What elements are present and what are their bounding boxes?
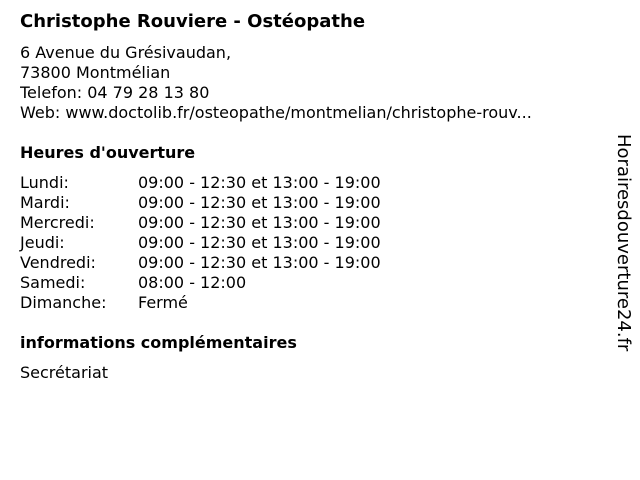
page-title: Christophe Rouviere - Ostéopathe xyxy=(20,11,366,32)
address-block xyxy=(20,43,600,123)
day-label: Lundi: xyxy=(20,173,69,192)
phone-line: Telefon: 04 79 28 13 80 xyxy=(20,83,210,102)
opening-hours-list xyxy=(20,173,600,313)
hours-row-thursday xyxy=(20,233,600,253)
hours-value: 09:00 - 12:30 et 13:00 - 19:00 xyxy=(138,213,381,232)
day-label: Dimanche: xyxy=(20,293,107,312)
site-watermark: Horairesdouverture24.fr xyxy=(613,134,634,352)
website-line: Web: www.doctolib.fr/osteopathe/montmelian/christophe-rouv... xyxy=(20,103,532,122)
hours-row-wednesday xyxy=(20,213,600,233)
day-label: Vendredi: xyxy=(20,253,96,272)
hours-value: 09:00 - 12:30 et 13:00 - 19:00 xyxy=(138,253,381,272)
address-city: 73800 Montmélian xyxy=(20,63,171,82)
day-label: Mardi: xyxy=(20,193,70,212)
opening-hours-heading: Heures d'ouverture xyxy=(20,143,196,162)
hours-row-monday xyxy=(20,173,600,193)
address-street: 6 Avenue du Grésivaudan, xyxy=(20,43,232,62)
day-label: Samedi: xyxy=(20,273,86,292)
hours-row-friday xyxy=(20,253,600,273)
business-card xyxy=(20,10,600,383)
hours-value: 09:00 - 12:30 et 13:00 - 19:00 xyxy=(138,193,381,212)
day-label: Mercredi: xyxy=(20,213,95,232)
hours-value: 09:00 - 12:30 et 13:00 - 19:00 xyxy=(138,233,381,252)
hours-row-tuesday xyxy=(20,193,600,213)
additional-info-text: Secrétariat xyxy=(20,363,109,382)
hours-value: 09:00 - 12:30 et 13:00 - 19:00 xyxy=(138,173,381,192)
hours-value: Fermé xyxy=(138,293,188,312)
day-label: Jeudi: xyxy=(20,233,65,252)
hours-value: 08:00 - 12:00 xyxy=(138,273,247,292)
hours-row-sunday xyxy=(20,293,600,313)
hours-row-saturday xyxy=(20,273,600,293)
additional-info-heading: informations complémentaires xyxy=(20,333,297,352)
